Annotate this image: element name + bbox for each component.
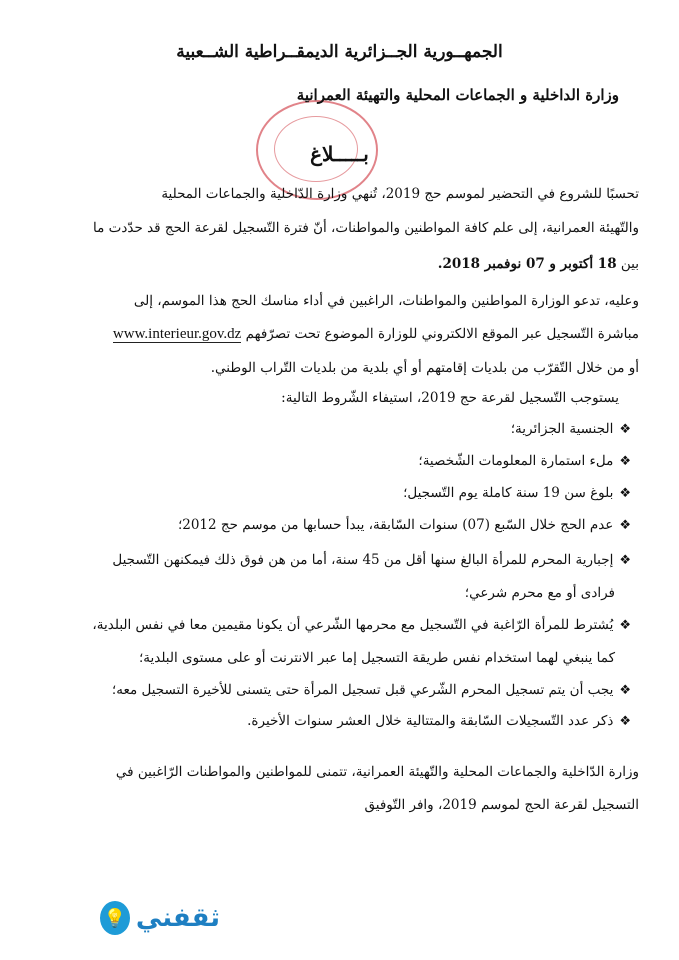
ministry-website-link[interactable]: www.interieur.gov.dz (112, 326, 242, 342)
lightbulb-icon: 💡 (100, 901, 130, 935)
condition-item: ❖ملء استمارة المعلومات الشّخصية؛ (418, 453, 631, 469)
closing-line-2: التسجيل لقرعة الحج لموسم 2019، وافر التّوفيق (364, 797, 639, 813)
paragraph-2-line-3: أو من خلال التّقرّب من بلديات إقامتهم أو أي بلدية من بلديات التّراب الوطني. (210, 360, 639, 376)
condition-item: ❖الجنسية الجزائرية؛ (510, 421, 631, 437)
condition-item: ❖ذكر عدد التّسجيلات السّابقة والمتتالية خلال العشر سنوات الأخيرة. (247, 713, 631, 729)
dates-prefix: بين (616, 256, 639, 272)
registration-dates: 18 أكتوبر و 07 نوفمبر 2018. (437, 256, 617, 272)
paragraph-1-line-3 (29, 256, 639, 272)
condition-item: ❖يُشترط للمرأة الرّاغبة في التّسجيل مع محرمها الشّرعي أن يكونا مقيمين معا في نفس البلدية، (92, 617, 631, 633)
condition-item: ❖بلوغ سن 19 سنة كاملة يوم التّسجيل؛ (403, 485, 631, 501)
site-watermark (100, 895, 220, 941)
bullet-icon: ❖ (619, 486, 631, 501)
condition-item: ❖إجبارية المحرم للمرأة البالغ سنها أقل من 45 سنة، أما من هن فوق ذلك فيمكنهن التّسجيل (112, 552, 631, 568)
watermark-text: ثقفني (135, 903, 220, 933)
condition-item: ❖يجب أن يتم تسجيل المحرم الشّرعي قبل تسجيل المرأة حتى يتسنى للأخيرة التسجيل معه؛ (111, 682, 631, 698)
paragraph-2-line-1: وعليه، تدعو الوزارة المواطنين والمواطنات، الراغبين في أداء مناسك الحج هذا الموسم، إلى (133, 293, 639, 309)
paragraph-2-line-2 (29, 326, 639, 343)
republic-title: الجمهــورية الجــزائرية الديمقــراطية الشــعبية (176, 42, 503, 62)
closing-line-1: وزارة الدّاخلية والجماعات المحلية والتّهيئة العمرانية، تتمنى للمواطنين والمواطنات الرّاغبين في (115, 764, 639, 780)
paragraph-1-line-1: تحسبًا للشروع في التحضير لموسم حج 2019، تُنهي وزارة الدّاخلية والجماعات المحلية (161, 186, 639, 202)
bullet-icon: ❖ (619, 714, 631, 729)
bullet-icon: ❖ (619, 618, 631, 633)
paragraph-2-text: مباشرة التّسجيل عبر الموقع الالكتروني للوزارة الموضوع تحت تصرّفهم (245, 326, 639, 342)
paragraph-1-line-2: والتّهيئة العمرانية، إلى علم كافة المواطنين والمواطنات، أنّ فترة التّسجيل لقرعة الحج قد حدّدت ما (93, 220, 639, 236)
bullet-icon: ❖ (619, 683, 631, 698)
bullet-icon: ❖ (619, 518, 631, 533)
ministry-title: وزارة الداخلية و الجماعات المحلية والتهيئة العمرانية (296, 86, 619, 104)
bullet-icon: ❖ (619, 422, 631, 437)
condition-item-continuation: فرادى أو مع محرم شرعي؛ (464, 585, 615, 601)
bullet-icon: ❖ (619, 454, 631, 469)
condition-item: ❖عدم الحج خلال السّبع (07) سنوات السّابقة، يبدأ حسابها من موسم حج 2012؛ (177, 517, 631, 533)
notice-title: بـــــلاغ (310, 142, 369, 166)
condition-item-continuation: كما ينبغي لهما استخدام نفس طريقة التسجيل إما عبر الانترنت أو على مستوى البلدية؛ (138, 650, 615, 666)
bullet-icon: ❖ (619, 553, 631, 568)
conditions-intro: يستوجب التّسجيل لقرعة حج 2019، استيفاء الشّروط التالية: (281, 390, 619, 406)
